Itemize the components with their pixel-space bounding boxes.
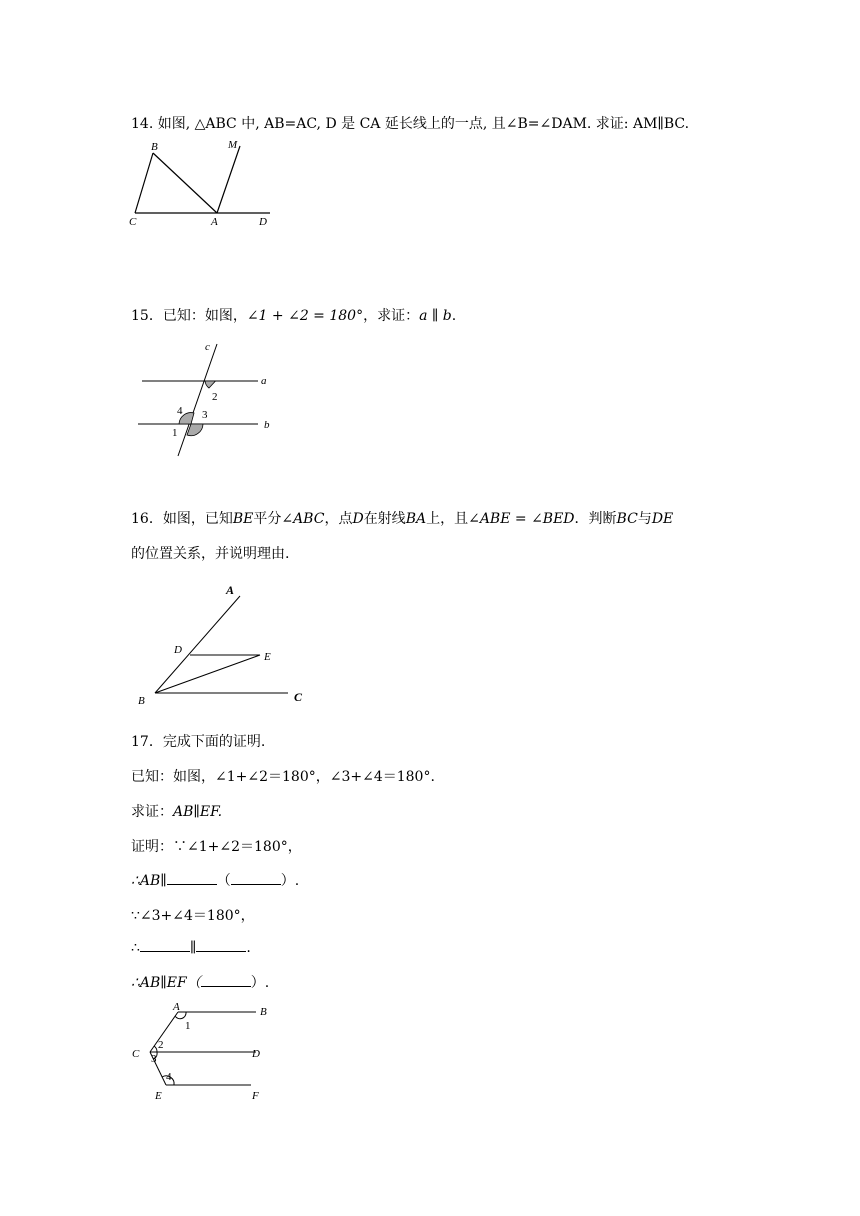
q17-label-1: 1 (185, 1020, 191, 1032)
q16-de: DE (651, 511, 674, 527)
q17-label-f: F (252, 1090, 259, 1102)
q14-segment-cb (135, 153, 153, 213)
q14-label-m: M (228, 139, 238, 151)
q17-proof-4 (131, 939, 251, 956)
q17-proof-1: 证明：∵∠1+∠2＝180°， (131, 839, 302, 855)
q17-s1-c: ）. (280, 873, 300, 889)
q16-figure (130, 580, 315, 708)
q16-line1 (131, 508, 673, 528)
q17-blank-3[interactable] (140, 939, 190, 952)
q17-label-c: C (132, 1048, 140, 1060)
q17-s4-b: ）. (250, 975, 270, 991)
q17-s3-b: ∥ (189, 940, 197, 956)
q17-s3-a: ∴ (131, 940, 140, 956)
q17-label-b: B (260, 1006, 267, 1018)
q17-label-e: E (155, 1090, 162, 1102)
q16-bc: BC (616, 511, 638, 527)
q16-text-d: 在射线 (363, 511, 406, 527)
q16-text-b: 平分 (253, 511, 282, 527)
q15-label-3: 3 (202, 409, 208, 421)
q16-ray-ba (155, 596, 240, 693)
q15-angle-2 (205, 381, 216, 388)
q15-text (131, 305, 456, 325)
q16-abc: ∠ABC (281, 511, 325, 527)
q16-text-g: 与 (637, 511, 652, 527)
q14-ray-am (217, 146, 240, 213)
q16-text-c: ，点 (324, 511, 353, 527)
q17-prove (131, 801, 222, 821)
q15-suffix: . (451, 308, 457, 324)
q16-label-d: D (174, 644, 182, 656)
q17-given: 已知：如图，∠1+∠2＝180°，∠3+∠4＝180°. (131, 769, 435, 785)
q16-eq: ∠ABE = ∠BED (468, 511, 575, 527)
q17-proof-3: ∵∠3+∠4＝180°， (131, 908, 255, 924)
q15-condition: ∠1 + ∠2 = 180° (246, 308, 364, 324)
q17-title: 17．完成下面的证明. (131, 734, 266, 750)
q16-label-c: C (294, 690, 303, 704)
q15-label-a: a (261, 375, 267, 387)
q17-s1-b: （ (216, 873, 231, 889)
q14-label-d: D (259, 216, 267, 228)
q15-goal: a ∥ b (419, 308, 452, 324)
q17-proof-5 (131, 972, 269, 992)
q17-arc-2 (154, 1046, 157, 1052)
q17-label-4: 4 (166, 1071, 172, 1083)
q16-label-a: A (226, 583, 235, 597)
q15-prefix: 15．已知：如图， (131, 308, 247, 324)
q16-label-e: E (264, 651, 271, 663)
q16-d: D (352, 511, 364, 527)
q17-blank-1[interactable] (167, 872, 217, 885)
q17-s3-c: . (246, 940, 251, 956)
q14-label-b: B (151, 141, 158, 153)
q17-s1-a: ∴AB∥ (131, 873, 167, 889)
q14-label-a: A (211, 216, 218, 228)
q17-arc-1 (175, 1012, 186, 1019)
q15-angle-1 (187, 424, 203, 436)
q15-mid: ，求证： (363, 308, 420, 324)
q17-label-2: 2 (158, 1039, 164, 1051)
q14-figure (125, 138, 280, 233)
q17-s4-a: ∴AB∥EF（ (131, 975, 201, 991)
q15-label-1: 1 (172, 427, 178, 439)
q17-figure (128, 1000, 278, 1104)
q17-label-a: A (173, 1001, 180, 1013)
q17-proof-2 (131, 870, 299, 890)
q17-prove-label: 求证： (131, 804, 173, 820)
q17-label-d: D (252, 1048, 260, 1060)
q17-blank-4[interactable] (196, 939, 246, 952)
q16-ba: BA (405, 511, 427, 527)
q15-label-2: 2 (212, 391, 218, 403)
q16-text-e: 上，且 (426, 511, 469, 527)
q15-label-b: b (264, 419, 270, 431)
q16-line2: 的位置关系，并说明理由. (131, 546, 290, 562)
q17-prove-stmt: AB∥EF. (173, 804, 223, 820)
q15-figure (130, 338, 280, 460)
q17-label-3: 3 (151, 1053, 157, 1065)
q17-blank-2[interactable] (231, 872, 281, 885)
q15-label-4: 4 (177, 405, 183, 417)
q16-label-b: B (138, 695, 145, 707)
q16-text-a: 16．如图，已知 (131, 511, 233, 527)
q17-blank-5[interactable] (201, 974, 251, 987)
q15-label-c: c (205, 341, 210, 353)
q14-label-c: C (129, 216, 137, 228)
q14-text: 14. 如图, △ABC 中, AB=AC, D 是 CA 延长线上的一点, 且∠B=∠DAM. 求证: AM∥BC. (131, 116, 690, 132)
q16-be: BE (232, 511, 254, 527)
q16-text-f: ．判断 (574, 511, 617, 527)
q14-segment-ba (153, 153, 217, 213)
q16-segment-be (155, 655, 260, 693)
